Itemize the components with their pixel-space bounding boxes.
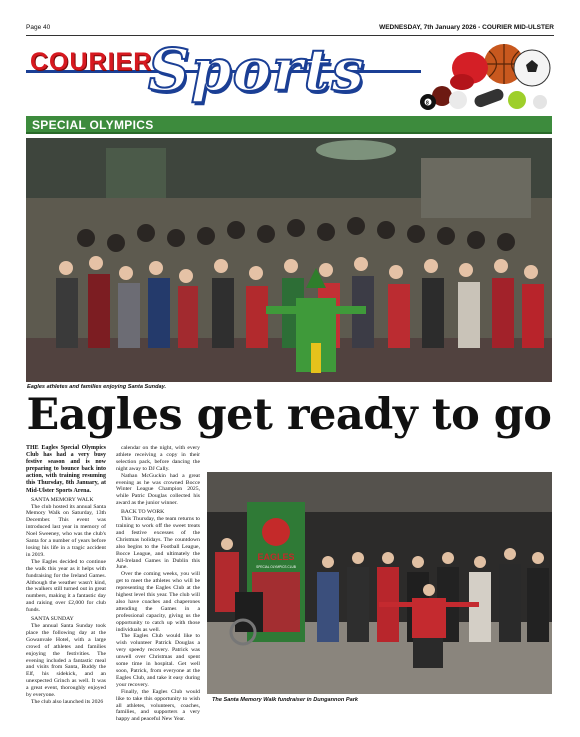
second-photo-santa-memory-walk <box>207 472 552 694</box>
main-photo-group-eagles-santa-sunday <box>26 138 552 382</box>
paragraph: The club hosted its annual Santa Memory Walk on Saturday, 13th December. This event was introduced last year in memory of Noel Sweeney, who was the club's Santa for a number of years before losing his life in a tragic accident in 2019. <box>26 503 106 558</box>
page-header <box>26 22 554 34</box>
paragraph: The annual Santa Sunday took place the following day at the Gowanvale Hotel, with a large crowd of athletes and families enjoying the festivities. The evening included a fantastic meal and visits from Santa, Buddy the Elf, his sidekick, and an unexpected Grinch as well. It was a great event, thoroughly enjoyed by everyone. <box>26 622 106 699</box>
paragraph: The club also launched its 2026 <box>31 698 104 705</box>
paragraph: The Eagles Club would like to wish volunteer Patrick Douglas a very speedy recovery. Patrick was unwell over Christmas and spent some time in hospital. Get well soon, Patrick, from everyone at the Eagles Club, and take it easy during your recovery. <box>116 633 200 688</box>
svg-text:8: 8 <box>426 100 429 107</box>
banner-subtitle: SPECIAL OLYMPICS CLUB <box>256 565 296 569</box>
masthead-courier: COURIER <box>30 48 153 76</box>
sports-balls-graphic <box>412 40 552 112</box>
article-lead: THE Eagles Special Olympics Club has had a very busy festive season and is now preparing to bounce back into action, with training resuming this Thursday, 8th January, at Mid-Ulster Sports Arena. <box>26 445 106 494</box>
second-photo-caption: The Santa Memory Walk fundraiser in Dungannon Park <box>212 697 358 703</box>
banner-title: EAGLES <box>257 552 295 562</box>
section-bar <box>26 116 552 134</box>
paragraph: This Thursday, the team returns to training to work off the sweet treats and festive excesses of the Christmas holidays. The countdown also begins to the Football League, Bocce League, and ultimately the All-Ireland Games in Dublin this June. <box>116 516 200 571</box>
date-line: WEDNESDAY, 7th January 2026 - COURIER MID-ULSTER <box>379 24 554 31</box>
paragraph: Nathan McGuckin had a great evening as he was crowned Bocce Winter League Champion 2025, while Patric Douglas collected his award as the junior winner. <box>116 472 200 507</box>
masthead <box>26 36 552 112</box>
subheading-santa-sunday: SANTA SUNDAY <box>31 616 74 623</box>
article-column-1 <box>26 445 106 706</box>
main-photo-caption: Eagles athletes and families enjoying Santa Sunday. <box>27 384 167 390</box>
subheading-santa-memory-walk: SANTA MEMORY WALK <box>31 496 94 503</box>
headline: Eagles get ready to go <box>26 390 552 440</box>
masthead-sports: Sports <box>148 36 366 104</box>
article-column-2 <box>116 445 200 723</box>
paragraph: The Eagles decided to continue the walk this year as it helps with fundraising for the Ireland Games. Although the weather wasn't kind, the walkers still turned out in great numbers, making it a fantastic day and raising over £2,000 for club funds. <box>26 558 106 614</box>
paragraph: calendar on the night, with every athlete receiving a copy in their selection pack, before dancing the night away to DJ Cally. <box>116 445 200 472</box>
paragraph: Over the coming weeks, you will get to meet the athletes who will be representing the Eagles Club at the highest level this year. The club will also have coaches and chaperones attending the Games in a professional capacity, giving us the opportunity to catch up with those individuals as well. <box>116 571 200 633</box>
section-label: SPECIAL OLYMPICS <box>32 118 154 132</box>
page-number: Page 40 <box>26 24 51 31</box>
paragraph: Finally, the Eagles Club would like to take this opportunity to wish all athletes, volunteers, coaches, families, and supporters a very happy and peaceful New Year. <box>116 688 200 723</box>
subheading-back-to-work: BACK TO WORK <box>121 509 165 516</box>
